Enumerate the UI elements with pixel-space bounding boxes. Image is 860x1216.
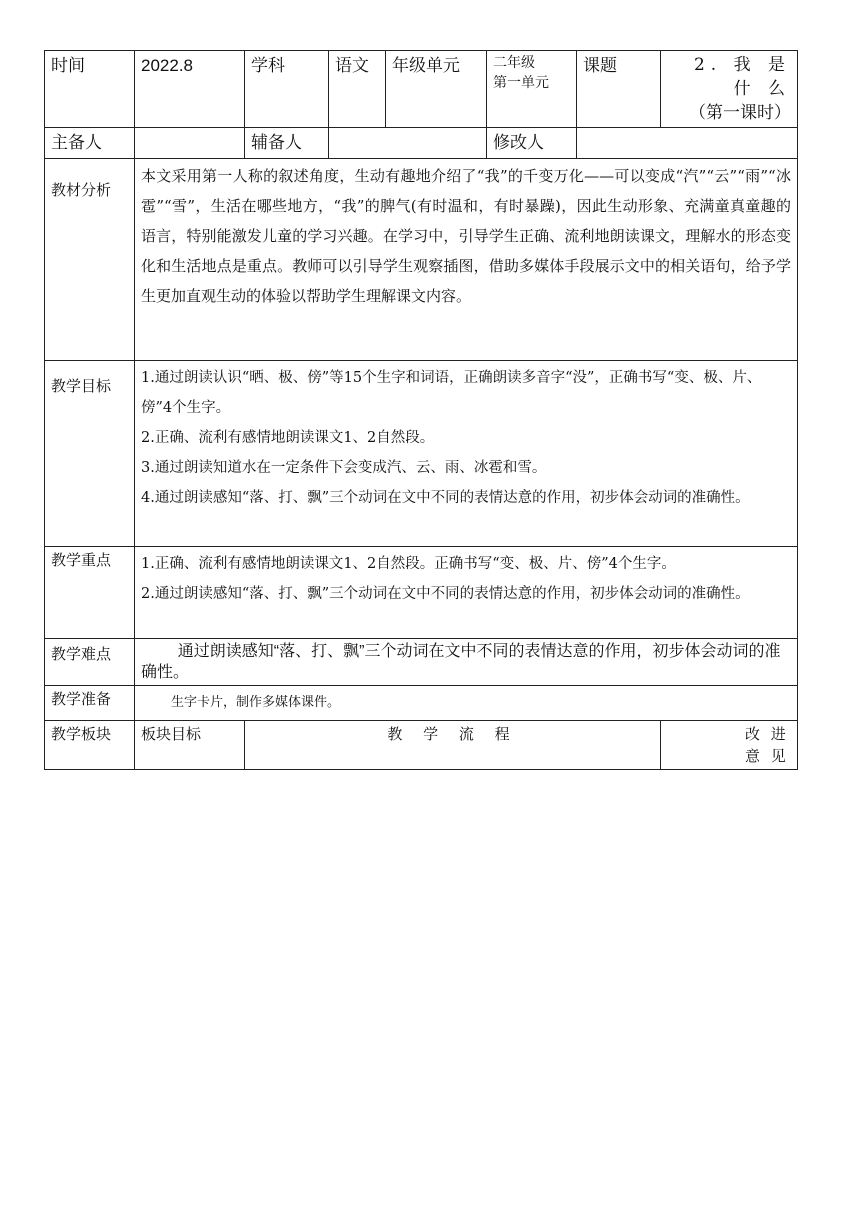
key-point-item: 2.通过朗读感知“落、打、飘”三个动词在文中不同的表情达意的作用，初步体会动词的准确性。 — [141, 586, 750, 602]
analysis-label: 教材分析 — [45, 159, 135, 361]
difficulties-row — [45, 639, 798, 686]
grade-label: 年级单元 — [386, 51, 487, 128]
module-label: 教学板块 — [45, 721, 135, 770]
objective-item: 3.通过朗读知道水在一定条件下会变成汽、云、雨、冰雹和雪。 — [141, 460, 547, 476]
lesson-plan-sheet — [44, 50, 797, 770]
topic-label: 课题 — [577, 51, 661, 128]
time-label: 时间 — [45, 51, 135, 128]
grade-value — [487, 51, 577, 128]
module-improve-label: 改 进 意 见 — [661, 721, 798, 770]
preparation-label: 教学准备 — [45, 686, 135, 721]
objectives-list — [135, 361, 798, 547]
key-point-item: 1.正确、流利有感情地朗读课文1、2自然段。正确书写“变、极、片、傍”4个生字。 — [141, 556, 676, 572]
grade-value-line2: 第一单元 — [493, 75, 549, 91]
topic-value — [661, 51, 798, 128]
reviser-value — [577, 128, 798, 159]
module-header-row — [45, 721, 798, 770]
reviser-label: 修改人 — [487, 128, 577, 159]
subject-label: 学科 — [245, 51, 329, 128]
main-preparer-value — [135, 128, 245, 159]
difficulties-label: 教学难点 — [45, 639, 135, 686]
key-points-row — [45, 547, 798, 639]
analysis-row — [45, 159, 798, 361]
module-goal-label: 板块目标 — [135, 721, 245, 770]
difficulties-text: 通过朗读感知“落、打、飘”三个动词在文中不同的表情达意的作用，初步体会动词的准确性。 — [135, 639, 798, 686]
main-preparer-label: 主备人 — [45, 128, 135, 159]
analysis-text: 本文采用第一人称的叙述角度，生动有趣地介绍了“我”的千变万化——可以变成“汽”“云”“雨”“冰雹”“雪”，生活在哪些地方，“我”的脾气(有时温和，有时暴躁)，因此生动形象、充满童真童趣的语言，特别能激发儿童的学习兴趣。在学习中，引导学生正确、流利地朗读课文，理解水的形态变化和生活地点是重点。教师可以引导学生观察插图，借助多媒体手段展示文中的相关语句，给予学生更加直观生动的体验以帮助学生理解课文内容。 — [135, 159, 798, 361]
assistant-value — [329, 128, 487, 159]
objective-item: 2.正确、流利有感情地朗读课文1、2自然段。 — [141, 430, 435, 446]
header-row — [45, 51, 798, 128]
preparation-row — [45, 686, 798, 721]
topic-title: 2. 我 是 什 么 — [693, 55, 791, 99]
grade-value-line1: 二年级 — [493, 55, 535, 71]
objectives-row — [45, 361, 798, 547]
assistant-label: 辅备人 — [245, 128, 329, 159]
key-points-label: 教学重点 — [45, 547, 135, 639]
time-value: 2022.8 — [135, 51, 245, 128]
lesson-plan-table — [44, 50, 798, 770]
module-flow-label: 教 学 流 程 — [245, 721, 661, 770]
objective-item: 4.通过朗读感知“落、打、飘”三个动词在文中不同的表情达意的作用，初步体会动词的准确性。 — [141, 490, 750, 506]
subject-value: 语文 — [329, 51, 386, 128]
objectives-label: 教学目标 — [45, 361, 135, 547]
preparation-text: 生字卡片，制作多媒体课件。 — [135, 686, 798, 721]
preparer-row — [45, 128, 798, 159]
objective-item: 1.通过朗读认识“晒、极、傍”等15个生字和词语，正确朗读多音字“没”，正确书写“变、极、片、傍”4个生字。 — [141, 370, 762, 416]
topic-subtitle: （第一课时） — [689, 103, 791, 123]
key-points-list — [135, 547, 798, 639]
